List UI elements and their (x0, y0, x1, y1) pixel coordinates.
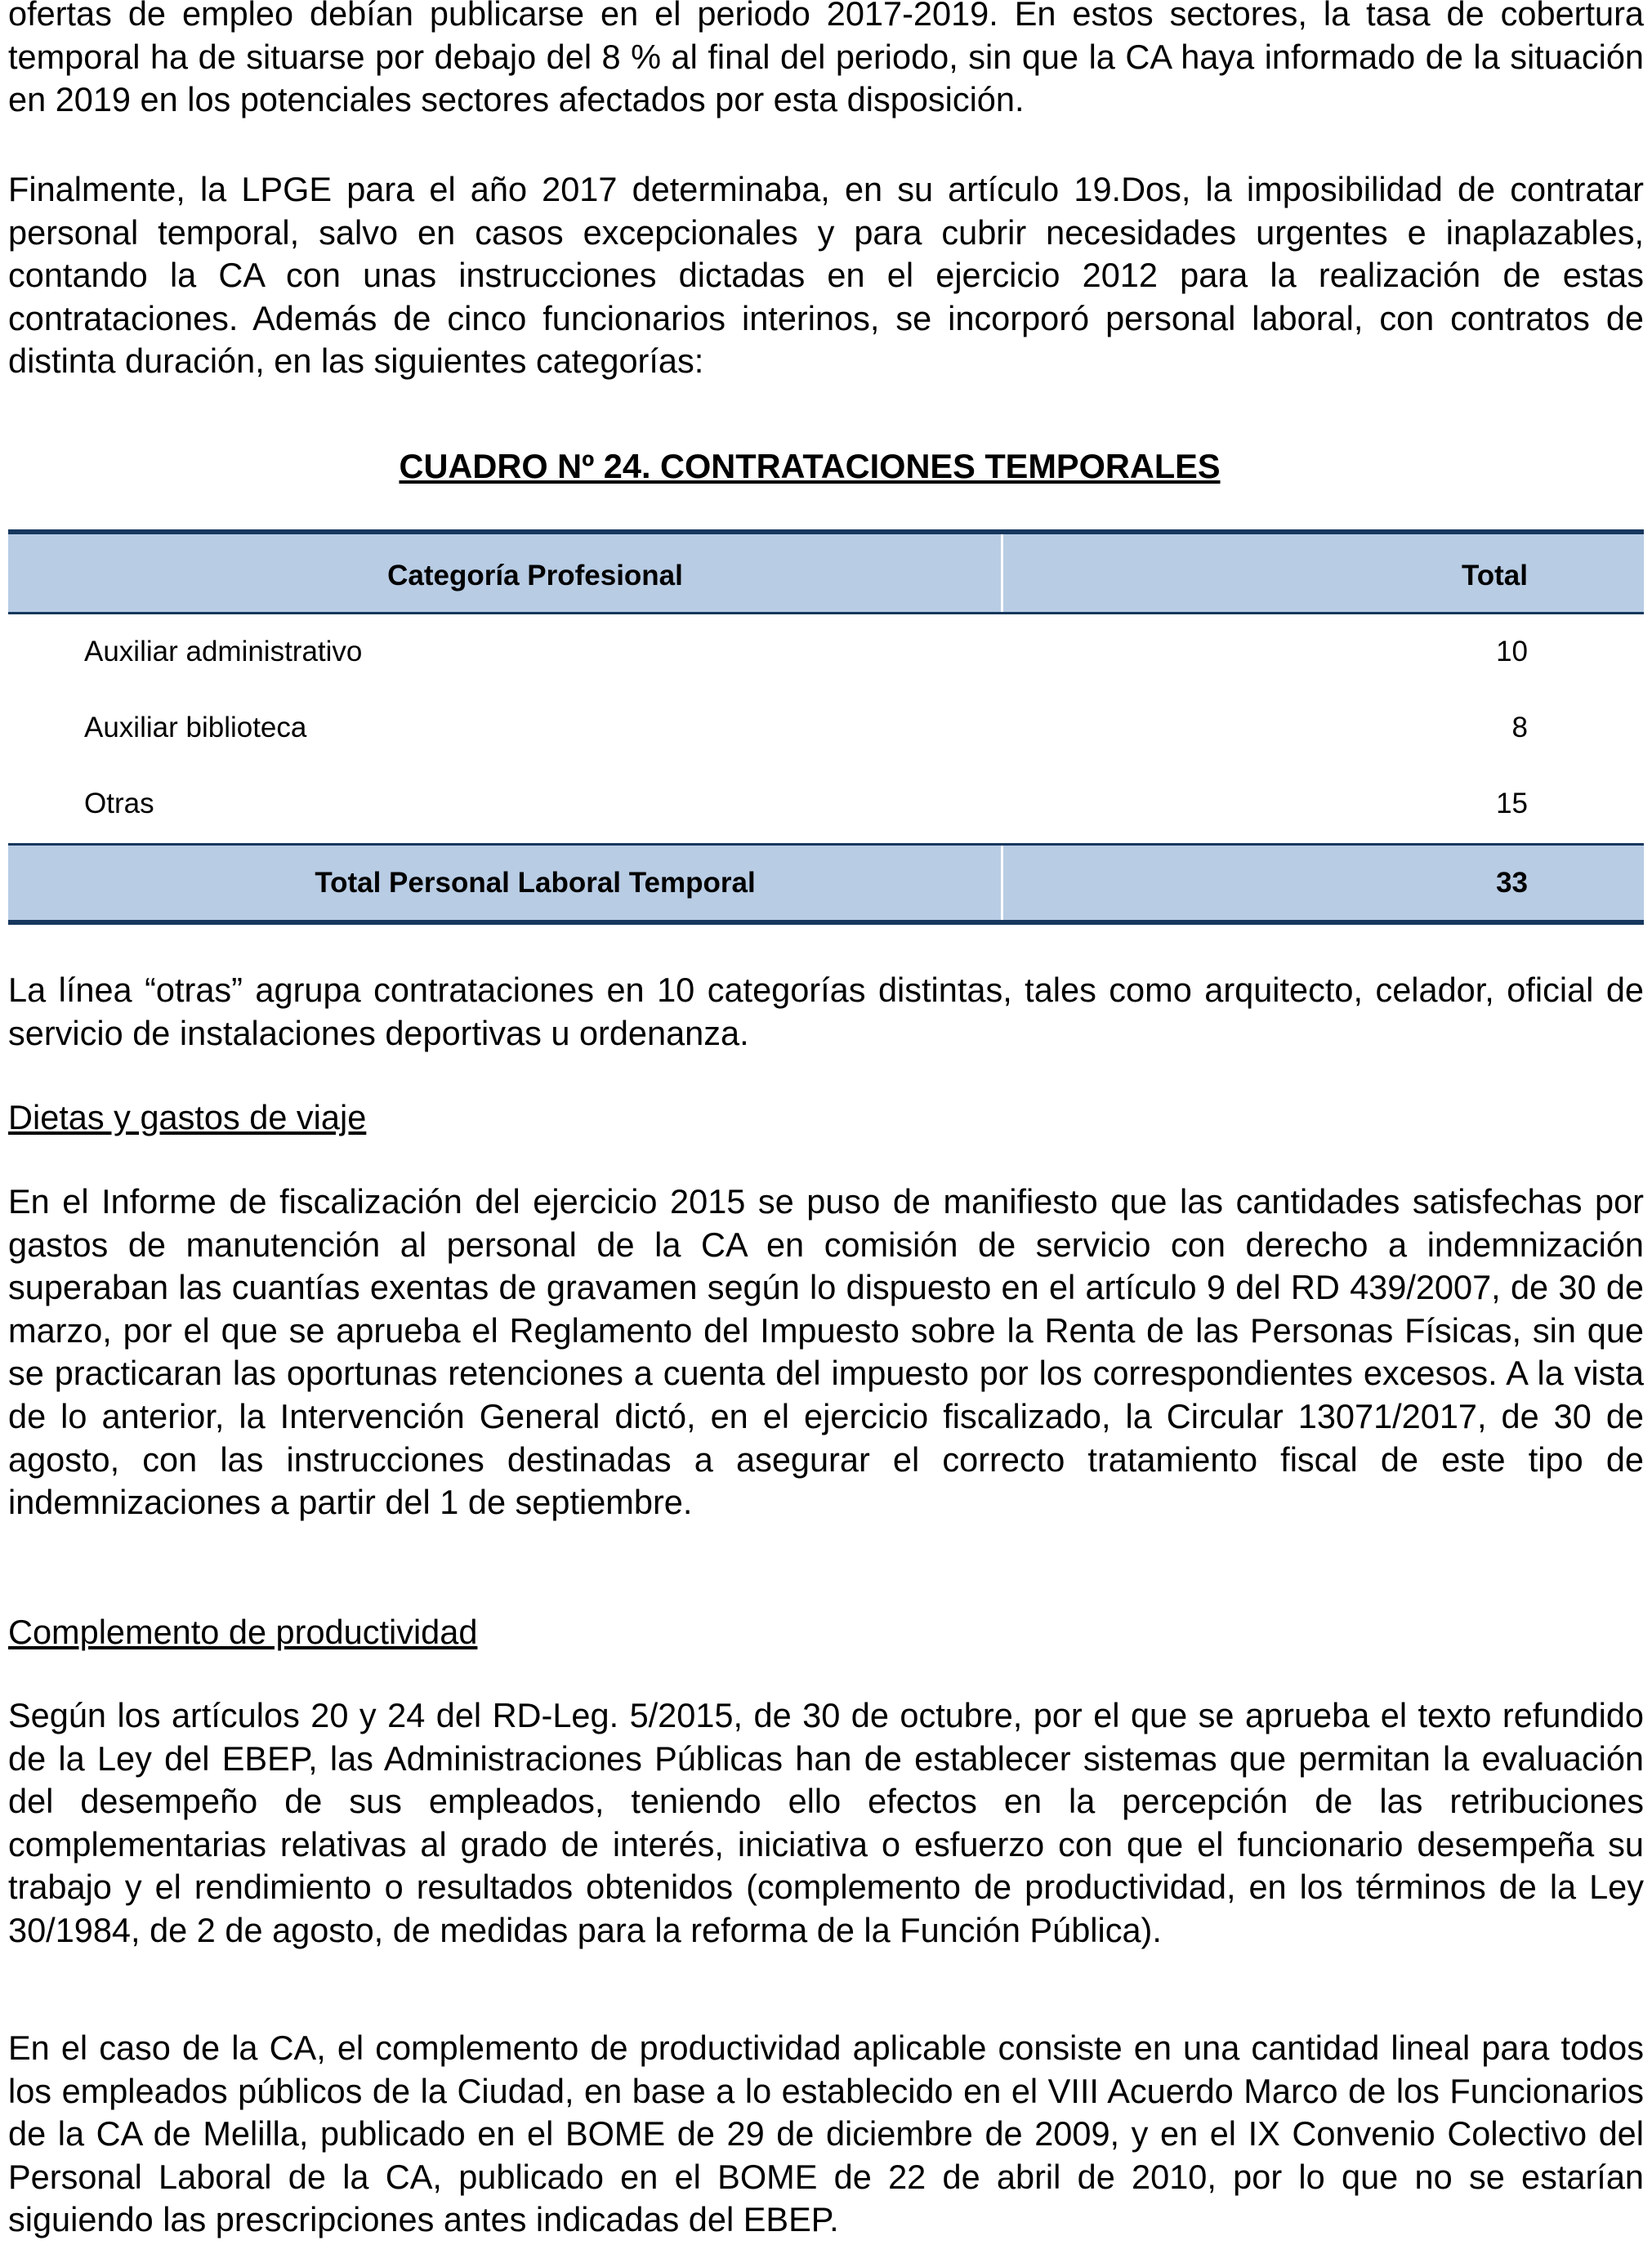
table-caption: CUADRO Nº 24. CONTRATACIONES TEMPORALES (399, 447, 1221, 485)
section-heading-dietas: Dietas y gastos de viaje (8, 1098, 367, 1136)
row-total: 10 (1496, 636, 1528, 667)
header-categoria: Categoría Profesional (387, 560, 683, 591)
header-total: Total (1461, 560, 1528, 591)
footer-total: 33 (1496, 867, 1528, 899)
paragraph-dietas: En el Informe de fiscalización del ejercicio 2015 se puso de manifiesto que las cantidades satisfechas por gastos de manutención al personal de la CA en comisión de servicio con derecho a indemnización superaban las cuantías exentas de gravamen según lo dispuesto en el artículo 9 del RD 439/2007, de 30 de marzo, por el que se aprueba el Reglamento del Impuesto sobre la Renta de las Personas Físicas, sin que se practicaran las oportunas retenciones a cuenta del impuesto por los correspondientes excesos. A la vista de lo anterior, la Intervención General dictó, en el ejercicio fiscalizado, la Circular 13071/2017, de 30 de agosto, con las instrucciones destinadas a asegurar el correcto tratamiento fiscal de este tipo de indemnizaciones a partir del 1 de septiembre. (8, 1182, 1644, 1522)
row-category: Auxiliar biblioteca (84, 712, 307, 743)
row-category: Otras (84, 788, 154, 819)
paragraph-otras: La línea “otras” agrupa contrataciones en 10 categorías distintas, tales como arquitecto, celador, oficial de servicio de instalaciones deportivas u ordenanza. (8, 971, 1644, 1052)
contrataciones-table (8, 529, 1644, 925)
row-category: Auxiliar administrativo (84, 636, 363, 667)
paragraph-productividad-1: Según los artículos 20 y 24 del RD-Leg. 5/2015, de 30 de octubre, por el que se aprueba el texto refundido de la Ley del EBEP, las Administraciones Públicas han de establecer sistemas que permitan la evaluación del desempeño de sus empleados, teniendo ello efectos en la percepción de las retribuciones complementarias relativas al grado de interés, iniciativa o esfuerzo con que el funcionario desempeña su trabajo y el rendimiento o resultados obtenidos (complemento de productividad, en los términos de la Ley 30/1984, de 2 de agosto, de medidas para la reforma de la Función Pública). (8, 1696, 1644, 1949)
footer-label: Total Personal Laboral Temporal (315, 867, 756, 899)
table-footer (8, 843, 1644, 925)
row-total: 15 (1496, 788, 1528, 819)
paragraph-lpge: Finalmente, la LPGE para el año 2017 determinaba, en su artículo 19.Dos, la imposibilidad de contratar personal temporal, salvo en casos excepcionales y para cubrir necesidades urgentes e inaplazables, contando la CA con unas instrucciones dictadas en el ejercicio 2012 para la realización de estas contrataciones. Además de cinco funcionarios interinos, se incorporó personal laboral, con contratos de distinta duración, en las siguientes categorías: (8, 170, 1644, 381)
table-header (8, 529, 1644, 614)
section-heading-productividad: Complemento de productividad (8, 1613, 478, 1651)
paragraph-ofertas: ofertas de empleo debían publicarse en el periodo 2017-2019. En estos sectores, la tasa de cobertura temporal ha de situarse por debajo del 8 % al final del periodo, sin que la CA haya informado de la situación en 2019 en los potenciales sectores afectados por esta disposición. (8, 0, 1644, 119)
row-total: 8 (1511, 712, 1528, 743)
paragraph-productividad-2: En el caso de la CA, el complemento de productividad aplicable consiste en una cantidad lineal para todos los empleados públicos de la Ciudad, en base a lo establecido en el VIII Acuerdo Marco de los Funcionarios de la CA de Melilla, publicado en el BOME de 29 de diciembre de 2009, y en el IX Convenio Colectivo del Personal Laboral de la CA, publicado en el BOME de 22 de abril de 2010, por lo que no se estarían siguiendo las prescripciones antes indicadas del EBEP. (8, 2029, 1644, 2239)
